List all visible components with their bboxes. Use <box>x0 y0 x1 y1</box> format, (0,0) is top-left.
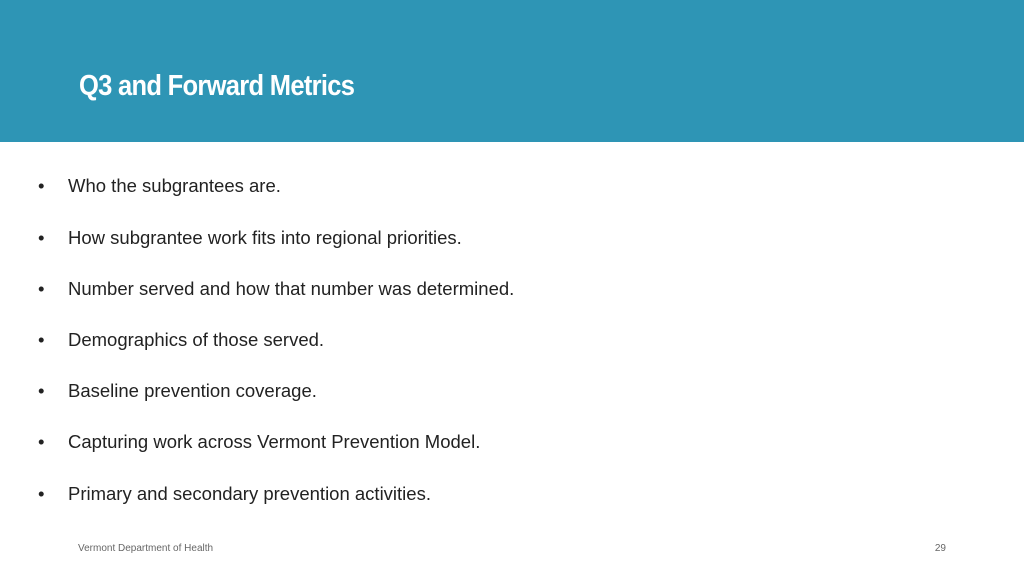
bullet-text: How subgrantee work fits into regional priorities. <box>68 227 462 248</box>
bullet-icon: • <box>38 278 45 299</box>
bullet-text: Primary and secondary prevention activities. <box>68 483 431 504</box>
bullet-icon: • <box>38 483 45 504</box>
bullet-text: Demographics of those served. <box>68 329 325 350</box>
bullet-icon: • <box>38 431 45 452</box>
bullet-text: Capturing work across Vermont Prevention Model. <box>68 431 481 452</box>
bullet-text: Who the subgrantees are. <box>68 175 281 196</box>
bullet-text: Baseline prevention coverage. <box>68 380 317 401</box>
page-number: 29 <box>934 543 946 554</box>
slide-header-banner <box>0 0 1024 142</box>
footer-organization: Vermont Department of Health <box>78 543 214 554</box>
bullet-icon: • <box>38 227 45 248</box>
bullet-icon: • <box>38 329 45 350</box>
bullet-icon: • <box>38 380 45 401</box>
slide-title: Q3 and Forward Metrics <box>79 70 355 102</box>
bullet-icon: • <box>38 175 45 196</box>
bullet-text: Number served and how that number was determined. <box>68 278 515 299</box>
